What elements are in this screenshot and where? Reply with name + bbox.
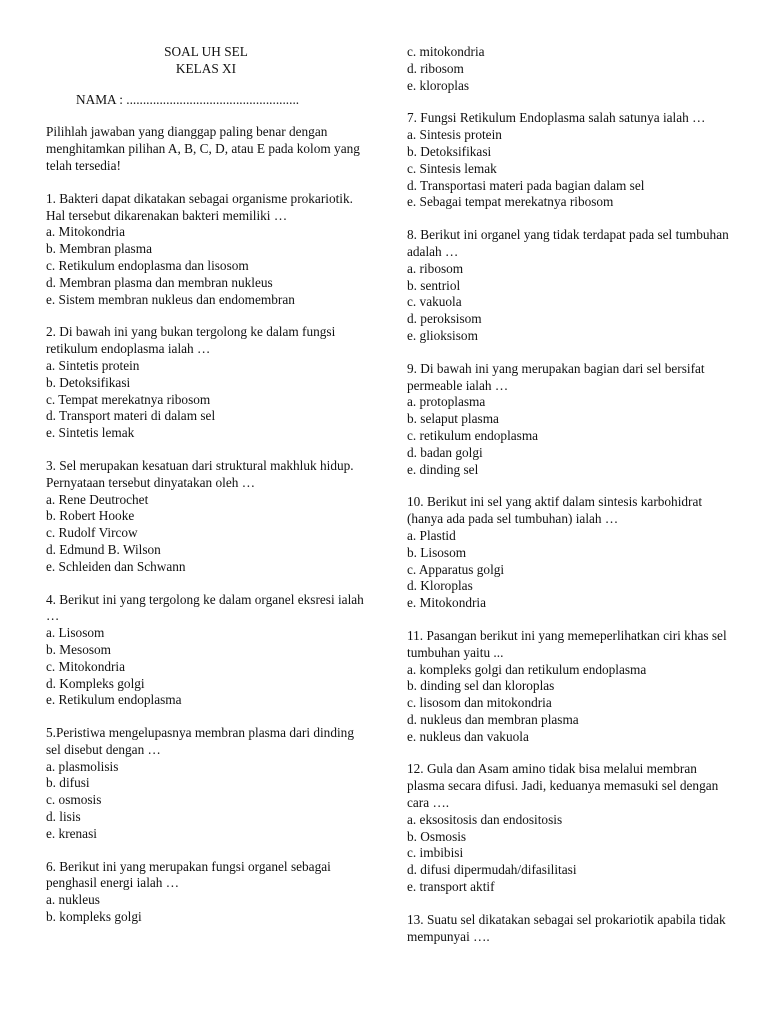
right-column — [407, 44, 732, 945]
answer-option: e. Sintetis lemak — [46, 425, 135, 441]
answer-option: a. nukleus — [46, 892, 100, 908]
question-text: 6. Berikut ini yang merupakan fungsi organel sebagai penghasil energi ialah … — [46, 858, 331, 891]
answer-option: c. Mitokondria — [46, 658, 126, 674]
answer-option: e. dinding sel — [407, 461, 479, 477]
question-text: 9. Di bawah ini yang merupakan bagian dari sel bersifat permeable ialah … — [407, 360, 705, 393]
answer-option: b. kompleks golgi — [46, 909, 142, 925]
answer-option: d. Edmund B. Wilson — [46, 541, 161, 557]
answer-option: e. Sebagai tempat merekatnya ribosom — [407, 194, 614, 210]
answer-option: c. osmosis — [46, 792, 102, 808]
question-text: 4. Berikut ini yang tergolong ke dalam organel eksresi ialah … — [46, 591, 364, 624]
answer-option: e. transport aktif — [407, 879, 495, 895]
answer-option: d. Transport materi di dalam sel — [46, 408, 216, 424]
answer-option: d. nukleus dan membran plasma — [407, 711, 579, 727]
answer-option: e. nukleus dan vakuola — [407, 728, 529, 744]
answer-option: a. Plastid — [407, 527, 456, 543]
exam-class: KELAS XI — [175, 60, 237, 76]
question-text: 12. Gula dan Asam amino tidak bisa melalui membran plasma secara difusi. Jadi, keduanya memasuki sel dengan cara …. — [407, 761, 719, 811]
answer-option: b. Osmosis — [407, 828, 467, 844]
answer-option: a. Rene Deutrochet — [46, 491, 149, 507]
answer-option: b. Detoksifikasi — [46, 374, 131, 390]
answer-option: b. Detoksifikasi — [407, 143, 492, 159]
answer-option: a. Sintetis protein — [46, 357, 140, 373]
question-block — [46, 324, 366, 442]
answer-option: c. Rudolf Vircow — [46, 525, 138, 541]
answer-option: c. Sintesis lemak — [407, 160, 497, 176]
question-block — [407, 227, 732, 345]
answer-option: c. Tempat merekatnya ribosom — [46, 391, 211, 407]
answer-option: a. Mitokondria — [46, 224, 126, 240]
answer-option: e. Schleiden dan Schwann — [46, 558, 186, 574]
question-block — [46, 458, 366, 576]
answer-option: a. eksositosis dan endositosis — [407, 811, 563, 827]
answer-option: d. Transportasi materi pada bagian dalam sel — [407, 177, 645, 193]
answer-option: c. vakuola — [407, 294, 462, 310]
answer-option: d. lisis — [46, 809, 81, 825]
question-block — [407, 628, 732, 746]
answer-option: a. ribosom — [407, 260, 464, 276]
answer-option: b. selaput plasma — [407, 411, 499, 427]
question-text: 11. Pasangan berikut ini yang memeperlihatkan ciri khas sel tumbuhan yaitu ... — [407, 627, 727, 660]
answer-option: c. imbibisi — [407, 845, 464, 861]
name-field-label: NAMA : .................................................... — [76, 91, 300, 107]
exam-title: SOAL UH SEL — [164, 44, 248, 59]
answer-option: d. Kompleks golgi — [46, 675, 145, 691]
instructions: Pilihlah jawaban yang dianggap paling benar dengan menghitamkan pilihan A, B, C, D, atau E pada kolom yang telah tersedia! — [46, 124, 360, 173]
question-block — [407, 110, 732, 211]
question-text: 13. Suatu sel dikatakan sebagai sel prokariotik apabila tidak mempunyai …. — [407, 911, 726, 944]
answer-option: b. Membran plasma — [46, 241, 152, 257]
answer-option: e. Sistem membran nukleus dan endomembran — [46, 291, 295, 307]
answer-option: d. Kloroplas — [407, 578, 473, 594]
answer-option: a. Sintesis protein — [407, 127, 502, 143]
question-block — [46, 191, 366, 309]
answer-option: e. Retikulum endoplasma — [46, 692, 182, 708]
question-list-right — [407, 110, 732, 945]
question-block — [407, 761, 732, 895]
answer-option: b. sentriol — [407, 277, 461, 293]
answer-option: c. mitokondria — [407, 44, 485, 59]
question-text: 5.Peristiwa mengelupasnya membran plasma dari dinding sel disebut dengan … — [46, 725, 354, 757]
question-text: 8. Berikut ini organel yang tidak terdapat pada sel tumbuhan adalah … — [407, 227, 729, 259]
answer-option: c. Apparatus golgi — [407, 561, 505, 577]
answer-option: d. badan golgi — [407, 444, 483, 460]
answer-option: a. kompleks golgi dan retikulum endoplasma — [407, 661, 647, 677]
answer-option: d. Membran plasma dan membran nukleus — [46, 274, 273, 290]
question-text: 10. Berikut ini sel yang aktif dalam sintesis karbohidrat (hanya ada pada sel tumbuhan) ialah … — [407, 494, 703, 527]
answer-option: d. ribosom — [407, 60, 464, 76]
question-text: 3. Sel merupakan kesatuan dari struktural makhluk hidup. Pernyataan tersebut dinyatakan oleh … — [46, 457, 354, 490]
answer-option: e. glioksisom — [407, 327, 478, 343]
answer-option: e. Mitokondria — [407, 595, 487, 611]
answer-option: b. Mesosom — [46, 641, 112, 657]
answer-option: d. peroksisom — [407, 311, 482, 327]
question-block — [407, 494, 732, 612]
question-text: 1. Bakteri dapat dikatakan sebagai organisme prokariotik. Hal tersebut dikarenakan bakteri memiliki … — [46, 190, 353, 223]
answer-option: a. plasmolisis — [46, 758, 119, 774]
answer-option: c. lisosom dan mitokondria — [407, 695, 552, 711]
answer-option: d. difusi dipermudah/difasilitasi — [407, 862, 577, 878]
answer-option: e. krenasi — [46, 825, 97, 841]
question-block — [407, 361, 732, 479]
question-block — [407, 912, 732, 946]
left-column — [46, 44, 366, 926]
question-6-continued — [407, 44, 732, 94]
question-list-left — [46, 191, 366, 926]
question-text: 7. Fungsi Retikulum Endoplasma salah satunya ialah … — [407, 110, 706, 126]
answer-option: b. Lisosom — [407, 544, 467, 560]
answer-option: c. retikulum endoplasma — [407, 427, 539, 443]
answer-option: e. kloroplas — [407, 77, 470, 93]
answer-option: b. dinding sel dan kloroplas — [407, 678, 555, 694]
answer-option: c. Retikulum endoplasma dan lisosom — [46, 257, 249, 273]
answer-option: b. difusi — [46, 775, 90, 791]
question-block — [46, 725, 366, 843]
question-block — [46, 859, 366, 926]
question-text: 2. Di bawah ini yang bukan tergolong ke dalam fungsi retikulum endoplasma ialah … — [46, 324, 336, 357]
answer-option: a. protoplasma — [407, 394, 486, 410]
question-block — [46, 592, 366, 710]
answer-option: a. Lisosom — [46, 625, 105, 641]
answer-option: b. Robert Hooke — [46, 508, 135, 524]
